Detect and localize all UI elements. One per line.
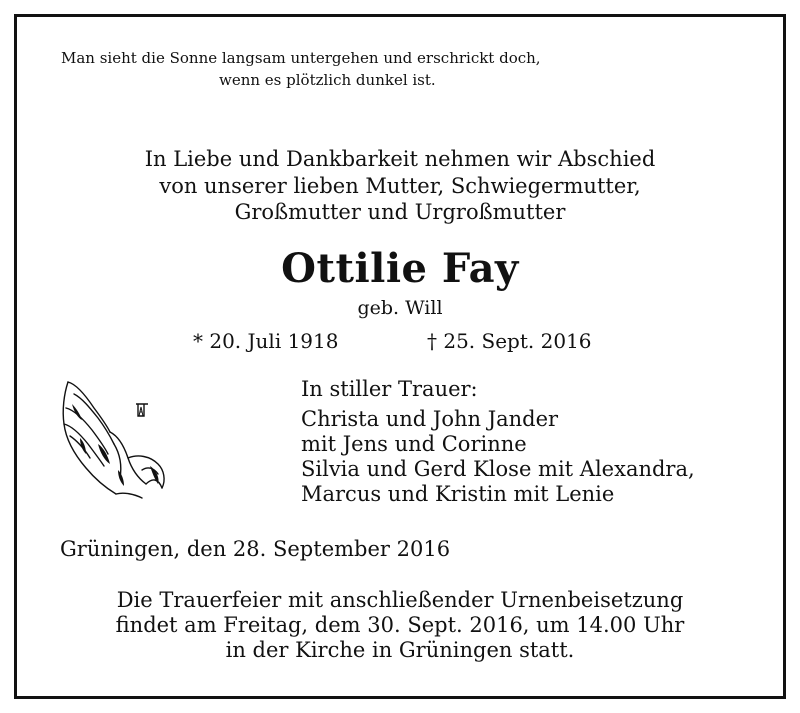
- motto-line-1: Man sieht die Sonne langsam untergehen und erschrickt doch,: [61, 49, 541, 67]
- motto-line-2: wenn es plötzlich dunkel ist.: [219, 71, 436, 89]
- mourner-line-1: Christa und John Jander: [301, 407, 559, 431]
- intro-line-1: In Liebe und Dankbarkeit nehmen wir Abschied: [144, 147, 656, 171]
- maiden-name: geb. Will: [357, 297, 443, 319]
- mourners-heading: In stiller Trauer:: [301, 377, 478, 401]
- intro-line-2: von unserer lieben Mutter, Schwiegermutter,: [159, 174, 641, 198]
- funeral-line-2: findet am Freitag, dem 30. Sept. 2016, um 14.00 Uhr: [115, 613, 685, 637]
- mourner-line-4: Marcus und Kristin mit Lenie: [301, 482, 615, 506]
- praying-hands-icon: [58, 374, 174, 500]
- intro-line-3: Großmutter und Urgroßmutter: [234, 200, 566, 224]
- funeral-line-3: in der Kirche in Grüningen statt.: [225, 638, 575, 662]
- birth-date: * 20. Juli 1918: [193, 329, 339, 353]
- place-and-date: Grüningen, den 28. September 2016: [60, 537, 451, 561]
- funeral-line-1: Die Trauerfeier mit anschließender Urnenbeisetzung: [116, 588, 684, 612]
- death-date: † 25. Sept. 2016: [427, 329, 592, 353]
- mourner-line-2: mit Jens und Corinne: [301, 432, 527, 456]
- monogram-icon: [136, 404, 148, 416]
- mourner-line-3: Silvia und Gerd Klose mit Alexandra,: [301, 457, 695, 481]
- deceased-name: Ottilie Fay: [281, 245, 519, 292]
